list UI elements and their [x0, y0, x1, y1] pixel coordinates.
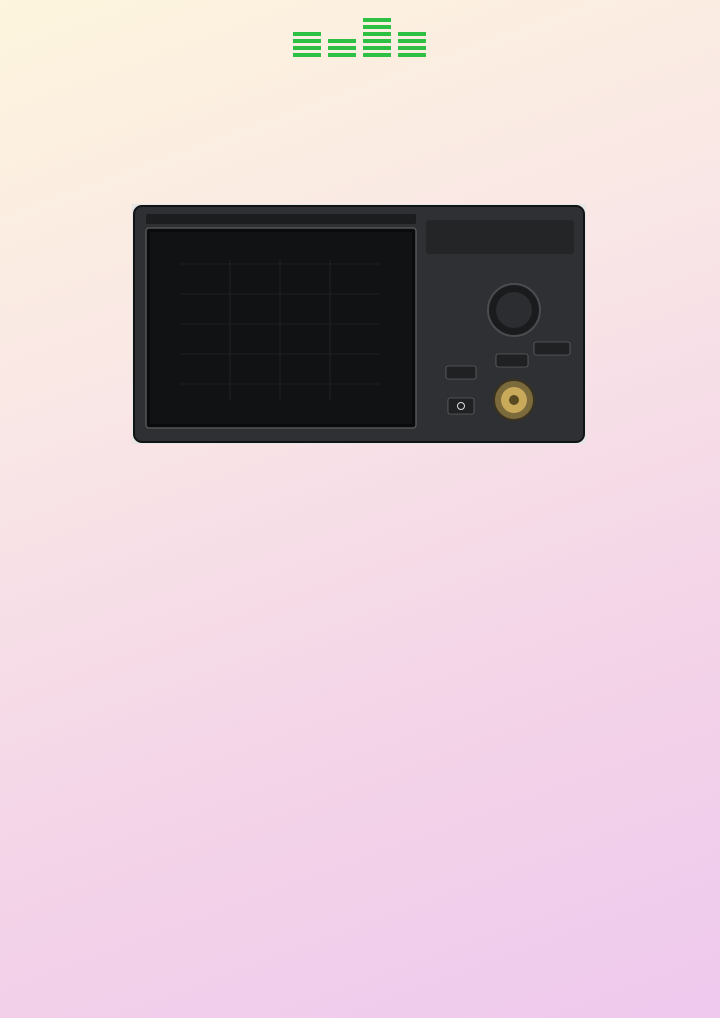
equalizer-bars-icon — [293, 16, 427, 62]
brand-logo — [0, 16, 720, 68]
spectrum-analyzer-image — [132, 204, 586, 444]
